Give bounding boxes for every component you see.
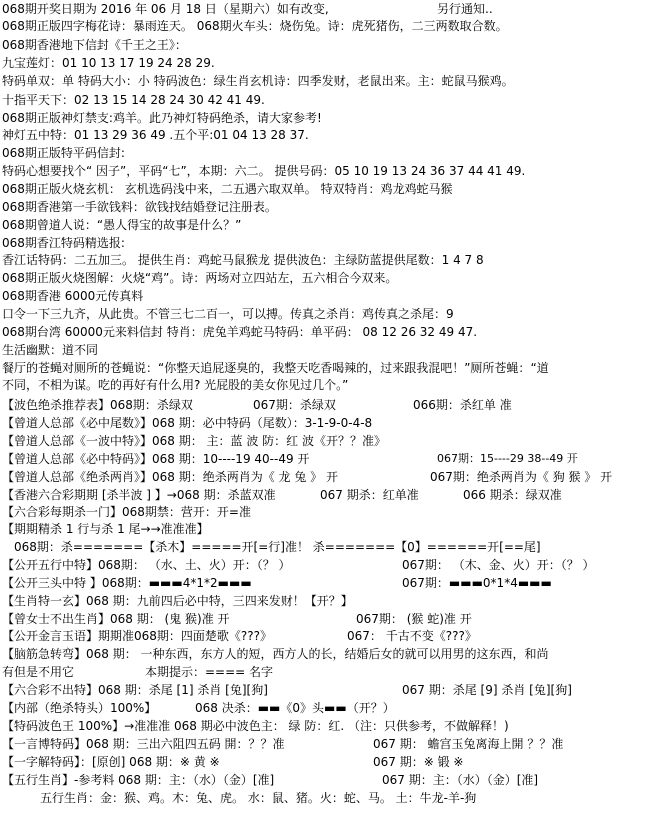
kill-row-tail-line: 【期期精杀 1 行与杀 1 尾→→准准准】 — [2, 522, 209, 536]
special-code-line: 特码单双：单 特码大小：小 特码波色：绿生肖玄机诗：四季发财，老鼠出来。主：蛇鼠马猴鸡。 — [2, 74, 514, 88]
factor-line: 特码心想要找个“ 因子”，平码“七”，本期：六二。 提供号码：05 10 19 13 24 36 37 44 41 49. — [2, 164, 526, 178]
fire-diagram-line: 068期正版火烧图解：火烧“鸡”。诗：两场对立四站左，五六相合今双来。 — [2, 271, 398, 285]
humor-line-2: 不同，不相为谋。吃的再好有什么用? 光屁股的美女你见过几个。” — [2, 378, 349, 392]
riddle-line-2: 有但是不用它 — [2, 665, 75, 679]
five-elements-zodiac-067: 067 期：主：（水）（金）[准] — [382, 773, 539, 787]
color-kill-line: 【波色绝杀推荐表】068期：杀绿双 — [2, 398, 193, 412]
one-char-067: 067 期：※ 锻 ※ — [373, 755, 464, 769]
one-word-bet-line: 【一言博特码】068 期：三出六阻四五码 開：？？准 — [2, 737, 285, 751]
three-heads-067: 067期：▬▬▬0*1*4▬▬▬ — [402, 576, 552, 590]
half-wave-066: 066 期杀：绿双准 — [463, 488, 562, 502]
color-kill-066: 066期：杀红单 准 — [413, 398, 512, 412]
must-tail-line: 【曾道人总部《必中尾数》】068 期：必中特码（尾数）：3-1-9-0-4-8 — [2, 416, 373, 430]
wave-king-line: 【特码波色王 100%】→准准准 068 期必中波色主： 绿 防：红. （注：只供参考，不做解释！) — [2, 719, 509, 733]
kill-two-line: 【曾道人总部《绝杀两肖》】068 期：绝杀两肖为《 龙 兔 》 开 — [2, 470, 338, 484]
password-line: 口令一下三九齐，从此贵。不管三七二百一，可以搏。传真之杀肖：鸡传真之杀尾：9 — [2, 307, 454, 321]
one-char-line: 【一字解特码】：[原创] 068 期：※ 黄 ※ — [2, 755, 220, 769]
golden-words-line: 【公开金言玉语】期期准068期：四面楚歌《???》 — [2, 629, 273, 643]
taoist-line: 068期曾道人说：“愚人得宝的故事是什么？” — [2, 218, 242, 232]
xiangjiang-title: 068期香江特码精选报: — [2, 236, 125, 250]
five-elements-067: 067期： （木、金、火）开：（？ ） — [402, 558, 595, 572]
ten-fingers-line: 十指平天下：02 13 15 14 28 24 30 42 41 49. — [2, 93, 265, 107]
riddle-hint: 本期提示：==== 名字 — [145, 665, 274, 679]
must-code-067: 067期：15----29 38--49 开 — [437, 452, 578, 465]
kill-two-067: 067期：绝杀两肖为《 狗 猴 》 开 — [430, 470, 613, 484]
madam-zeng-line: 【曾女士不出生肖】068 期： (鬼 猴)准 开 — [2, 612, 230, 626]
five-elements-table-line: 五行生肖：金：猴、鸡。木：兔、虎。 水：鼠、猪。火：蛇、马。 土：牛龙-羊-狗 — [40, 791, 477, 805]
half-wave-line: 【香港六合彩期期 [杀半波 ] 】→068 期：杀蓝双准 — [2, 488, 276, 502]
no-special-067: 067 期：杀尾 [9] 杀肖 [兔][狗] — [402, 683, 572, 697]
three-heads-line: 【公开三头中特 】068期：▬▬▬4*1*2▬▬▬ — [2, 576, 252, 590]
five-elements-zodiac-line: 【五行生肖】-参考料 068 期：主：（水）（金）[准] — [2, 773, 275, 787]
taiwan-line: 068期台湾 60000元来料信封 特肖：虎兔羊鸡蛇马特码：单平码： 08 12 26 32 49 47. — [2, 325, 478, 339]
five-elements-line: 【公开五行中特】068期： （水、土、火）开：（？ ） — [2, 558, 291, 572]
draw-date-text: 068期开奖日期为 2016 年 06 月 18 日（星期六）如有改变, — [2, 2, 329, 16]
kill-one-door-line: 【六合彩每期杀一门】068期禁：营开：开=准 — [2, 505, 251, 519]
must-code-line: 【曾道人总部《必中特码》】068 期：10----19 40--49 开 — [2, 452, 310, 466]
inner-kill-head-068: 068 决杀：▬▬《0》头▬▬（开？） — [195, 701, 395, 715]
nine-lamps-line: 九宝莲灯：01 10 13 17 19 24 28 29. — [2, 56, 215, 70]
flat-code-envelope-title: 068期正版特平码信封: — [2, 146, 125, 160]
first-hand-line: 068期香港第一手欲钱料：欲钱找结婚登记注册表。 — [2, 200, 277, 214]
humor-line-1: 餐厅的苍蝇对厕所的苍蝇说：“你整天追屁逐臭的，我整天吃香喝辣的，过来跟我混吧！”厕所苍蝇：“道 — [2, 361, 549, 375]
golden-words-067: 067： 千古不变《???》 — [347, 629, 477, 643]
magic-lamp-line: 068期正版神灯禁支:鸡羊。此乃神灯特码绝杀，请大家参考! — [2, 111, 322, 125]
one-wave-line: 【曾道人总部《一波中特》】068 期： 主：蓝 波 防：红 波《开？？准》 — [2, 434, 386, 448]
riddle-line-1: 【脑筋急转弯】068 期： 一种东西，东方人的短，西方人的长，结婚后女的就可以用男的这东西，和尚 — [2, 647, 549, 661]
draw-date-line — [2, 1, 329, 17]
plum-poem-line: 068期正版四字梅花诗：暴雨连天。 068期火车头：烧伤兔。诗：虎死猪伤，二三两数取合数。 — [2, 19, 508, 33]
fire-mystery-line: 068期正版火烧玄机： 玄机选码浅中来，二五遇六取双单。 特双特肖：鸡龙鸡蛇马猴 — [2, 182, 453, 196]
half-wave-067: 067 期杀：红单准 — [320, 488, 419, 502]
inner-kill-head-line: 【内部（绝杀特头）100%】 — [2, 701, 157, 715]
five-codes-line: 神灯五中特：01 13 29 36 49 .五个平:01 04 13 28 37. — [2, 128, 309, 142]
xiangjiang-line: 香江话特码：二五加三。 提供生肖：鸡蛇马鼠猴龙 提供波色：主绿防蓝提供尾数：1 4 7 8 — [2, 253, 484, 267]
zodiac-mystery-line: 【生肖特一玄】068 期：九前四后必中特，三四来发财！【开？】 — [2, 594, 353, 608]
madam-zeng-067: 067期： (猴 蛇)准 开 — [356, 612, 472, 626]
no-special-line: 【六合彩不出特】068 期：杀尾 [1] 杀肖 [兔][狗] — [2, 683, 268, 697]
change-notice: 另行通知.. — [437, 2, 493, 16]
humor-title: 生活幽默：道不同 — [2, 343, 99, 357]
fax-title: 068期香港 6000元传真料 — [2, 289, 144, 303]
underground-envelope-title: 068期香港地下信封《千王之王》： — [2, 38, 187, 52]
one-word-bet-067: 067 期： 蟾宫玉兔离海上開 ？？准 — [373, 737, 564, 751]
kill-wood-line: 068期：杀=======【杀木】=====开[=行]准！ 杀=======【0】======开[==尾] — [14, 540, 541, 554]
color-kill-067: 067期：杀绿双 — [253, 398, 336, 412]
